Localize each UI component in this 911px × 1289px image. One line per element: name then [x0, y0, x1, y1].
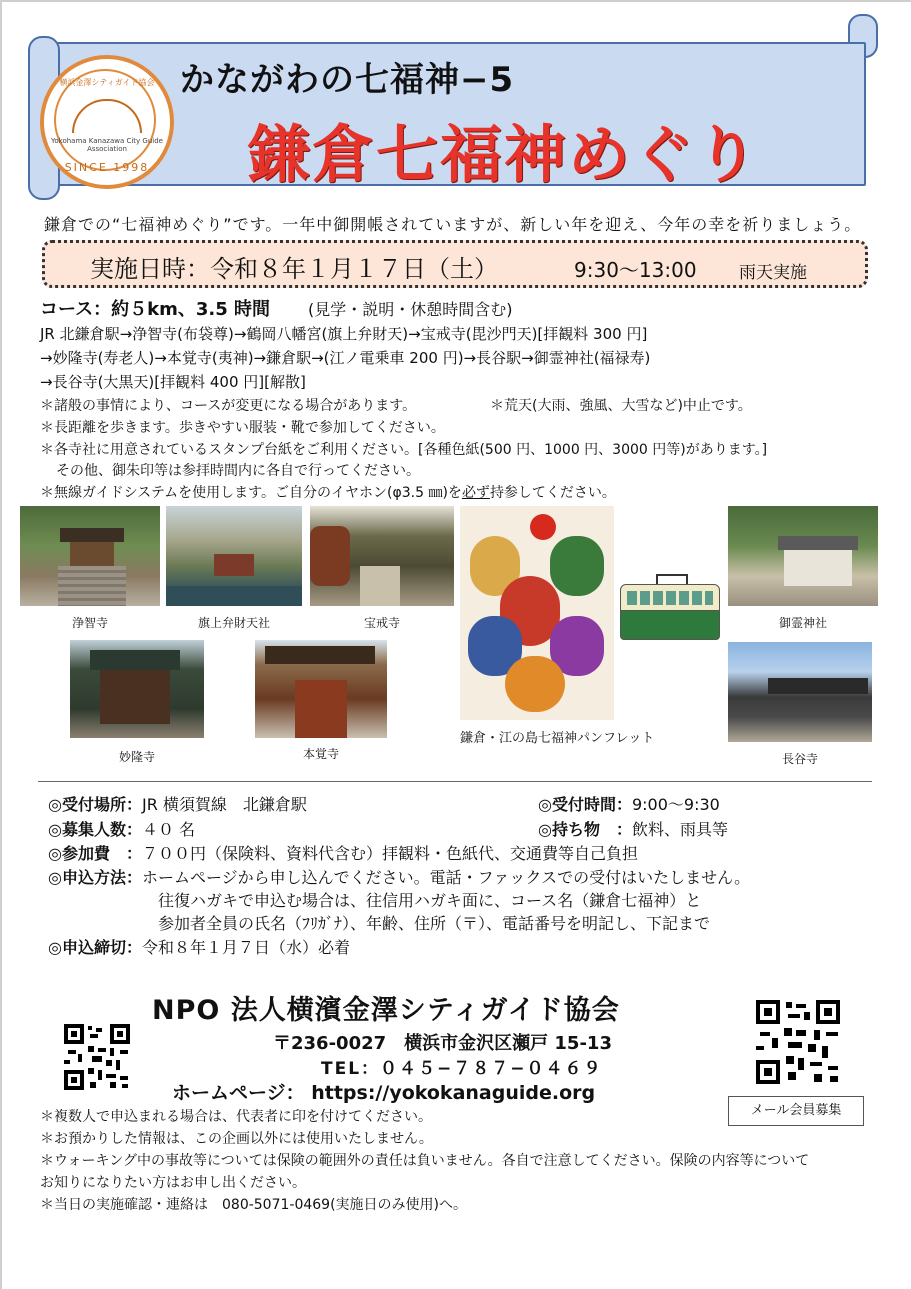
photo-benzaiten [166, 506, 302, 606]
logo-mid-text: Yokohama Kanazawa City Guide Association [51, 137, 163, 153]
info-apply-label: ◎申込方法： [48, 868, 142, 887]
info-apply-line-2: 往復ハガキで申込む場合は、往信用ハガキ面に、コース名（鎌倉七福神）と [158, 891, 702, 910]
photo-hokaiji [310, 506, 454, 606]
association-logo [40, 55, 174, 189]
page-border-top [0, 0, 911, 2]
course-note: (見学・説明・休憩時間含む) [308, 300, 513, 319]
info-fee [48, 841, 638, 864]
caption-hokaiji: 宝戒寺 [363, 616, 400, 630]
photo-hongakuji [255, 640, 387, 738]
logo-top-text: 横浜金澤シティガイド協会 [59, 78, 155, 87]
info-fee-label: ◎参加費 ： [48, 844, 142, 863]
caption-pamphlet: 鎌倉・江の島七福神パンフレット [460, 731, 655, 746]
info-fee-value: ７００円（保険料、資料代含む）拝観料・色紙代、交通費等自己負担 [141, 844, 638, 863]
schedule-date: 実施日時：令和８年１月１７日（土） [90, 255, 498, 283]
info-deadline-label: ◎申込締切： [48, 938, 142, 957]
intro-text: 鎌倉での“七福神めぐり”です。一年中御開帳されていますが、新しい年を迎え、今年の幸を祈りましょう。 [44, 215, 862, 234]
note-earphone-a: ＊無線ガイドシステムを使用します。ご自分のイヤホン(φ3.5 ㎜)を [40, 485, 462, 501]
info-apply [48, 865, 750, 888]
org-homepage[interactable]: ホームページ： https://yokokanaguide.org [172, 1082, 596, 1104]
caption-myoryuji: 妙隆寺 [118, 750, 155, 764]
route-line-1: JR 北鎌倉駅→浄智寺(布袋尊)→鶴岡八幡宮(旗上弁財天)→宝戒寺(毘沙門天)[拝観料 300 円] [40, 325, 648, 343]
section-divider [38, 781, 872, 782]
info-count [48, 817, 195, 840]
note-walking: ＊長距離を歩きます。歩きやすい服装・靴で参加してください。 [40, 420, 445, 436]
footer-note-4: お知りになりたい方はお申し出ください。 [40, 1175, 306, 1191]
footer-note-1: ＊複数人で申込まれる場合は、代表者に印を付けてください。 [40, 1109, 432, 1125]
info-count-label: ◎募集人数： [48, 820, 142, 839]
info-bring-label: ◎持ち物 ： [538, 820, 632, 839]
note-goshuin: その他、御朱印等は参拝時間内に各自で行ってください。 [56, 463, 420, 479]
info-count-value: ４０ 名 [141, 820, 196, 839]
info-time-label: ◎受付時間： [538, 795, 632, 814]
qr-code-mail[interactable] [756, 1000, 840, 1084]
caption-benzaiten: 旗上弁財天社 [197, 616, 270, 630]
qr-code-homepage[interactable] [64, 1024, 130, 1090]
photo-jochiji [20, 506, 160, 606]
info-place [48, 792, 307, 815]
course-label: コース：約５km、3.5 時間 [40, 299, 270, 320]
page-subtitle: かながわの七福神−5 [180, 60, 515, 100]
footer-note-5: ＊当日の実施確認・連絡は 080-5071-0469(実施日のみ使用)へ。 [40, 1197, 468, 1213]
photo-hasedera [728, 642, 872, 742]
info-place-label: ◎受付場所： [48, 795, 142, 814]
note-stamp: ＊各寺社に用意されているスタンプ台紙をご利用ください。[各種色紙(500 円、1000 円、3000 円等)があります。] [40, 442, 768, 458]
enoden-train-icon [620, 574, 720, 640]
info-place-value: JR 横須賀線 北鎌倉駅 [141, 795, 307, 814]
route-line-2: →妙隆寺(寿老人)→本覚寺(夷神)→鎌倉駅→(江ノ電乗車 200 円)→長谷駅→御霊神社(福禄寿) [40, 349, 651, 367]
note-earphone-must: 必ず [461, 485, 490, 501]
schedule-rain: 雨天実施 [739, 263, 807, 283]
note-weather: ＊荒天(大雨、強風、大雪など)中止です。 [490, 398, 752, 414]
org-address: 〒236-0027 横浜市金沢区瀬戸 15-13 [273, 1033, 612, 1054]
info-apply-line-1: ホームページから申し込んでください。電話・ファックスでの受付はいたしません。 [141, 868, 751, 887]
photo-goryo [728, 506, 878, 606]
info-deadline-value: 令和８年１月７日（水）必着 [141, 938, 350, 957]
info-time [538, 792, 720, 815]
footer-note-3: ＊ウォーキング中の事故等については保険の範囲外の責任は負いません。各自で注意してください。保険の内容等について [40, 1153, 810, 1169]
note-earphone-b: 持参してください。 [489, 485, 616, 501]
info-apply-line-3: 参加者全員の氏名（ﾌﾘｶﾞﾅ）、年齢、住所（〒）、電話番号を明記し、下記まで [158, 914, 711, 933]
org-name: NPO 法人横濱金澤シティガイド協会 [152, 995, 620, 1026]
footer-note-2: ＊お預かりした情報は、この企画以外には使用いたしません。 [40, 1131, 433, 1147]
page-border-left [0, 0, 2, 1289]
route-line-3: →長谷寺(大黒天)[拝観料 400 円][解散] [40, 373, 306, 391]
caption-hongakuji: 本覚寺 [302, 747, 339, 761]
info-time-value: 9:00〜9:30 [631, 795, 720, 814]
note-change: ＊諸般の事情により、コースが変更になる場合があります。 [40, 398, 417, 414]
logo-since-text: SINCE 1998 [64, 161, 150, 174]
info-bring [538, 817, 728, 840]
mail-membership-button[interactable]: メール会員募集 [728, 1096, 864, 1126]
photo-pamphlet [460, 506, 614, 720]
page-title: 鎌倉七福神めぐり [248, 118, 761, 191]
note-earphone [40, 482, 616, 502]
caption-goryo: 御霊神社 [778, 616, 827, 630]
info-bring-value: 飲料、雨具等 [631, 820, 728, 839]
org-tel: TEL：０４５−７８７−０４６９ [321, 1059, 603, 1079]
caption-hasedera: 長谷寺 [781, 752, 818, 766]
sun-icon [530, 514, 556, 540]
info-deadline [48, 935, 350, 958]
schedule-time: 9:30〜13:00 [574, 258, 697, 282]
caption-jochiji: 浄智寺 [71, 616, 108, 630]
photo-myoryuji [70, 640, 204, 738]
